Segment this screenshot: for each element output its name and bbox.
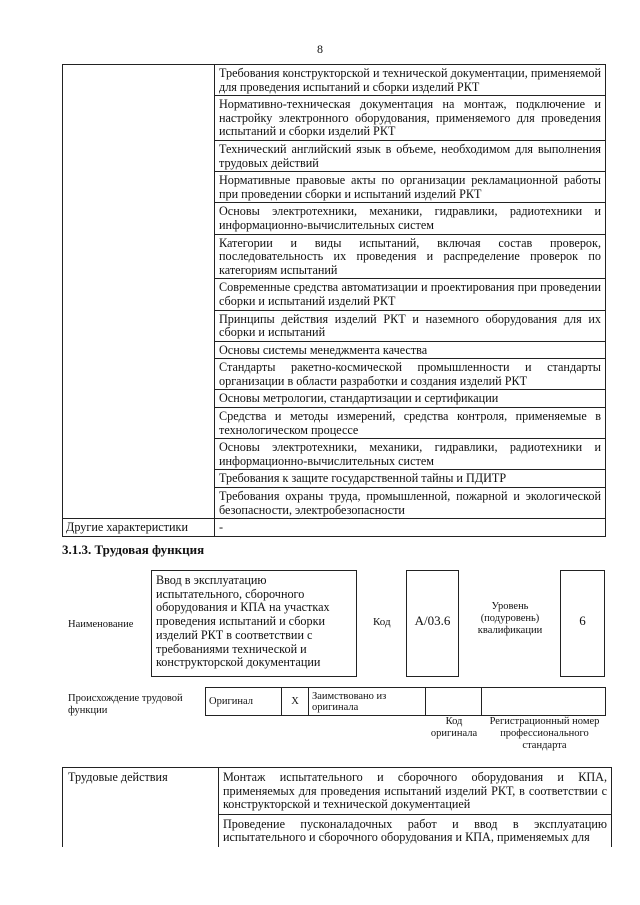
knowledge-item: Принципы действия изделий РКТ и наземного оборудования для их сборки и испытаний bbox=[215, 310, 606, 341]
knowledge-item: Требования охраны труда, промышленной, пожарной и экологической безопасности, электробезопасности bbox=[215, 488, 606, 519]
qualification-level-label: Уровень (подуровень) квалификации bbox=[477, 601, 543, 636]
knowledge-item: Основы системы менеджмента качества bbox=[215, 341, 606, 359]
table-row bbox=[206, 688, 606, 716]
knowledge-item: Нормативные правовые акты по организации рекламационной работы при проведении сборки и испытаний изделий РКТ bbox=[215, 172, 606, 203]
code-original-caption: Код оригинала bbox=[430, 716, 478, 739]
other-characteristics-label: Другие характеристики bbox=[63, 519, 215, 537]
table-row bbox=[63, 65, 606, 96]
action-item: Монтаж испытательного и сборочного оборудования и КПА, применяемых для проведения испытаний изделий РКТ, в соответствии с конструкторской и технической документацией bbox=[219, 768, 612, 815]
knowledge-item: Категории и виды испытаний, включая состав проверок, последовательность их проведения и распределение проверок по категориям испытаний bbox=[215, 234, 606, 279]
knowledge-item: Основы электротехники, механики, гидравлики, радиотехники и информационно-вычислительных систем bbox=[215, 203, 606, 234]
knowledge-item: Основы электротехники, механики, гидравлики, радиотехники и информационно-вычислительных систем bbox=[215, 439, 606, 470]
knowledge-item: Средства и методы измерений, средства контроля, применяемые в технологическом процессе bbox=[215, 408, 606, 439]
function-name-label: Наименование bbox=[68, 619, 134, 630]
qualification-level-value: 6 bbox=[560, 570, 605, 677]
knowledge-item: Технический английский язык в объеме, необходимом для выполнения трудовых действий bbox=[215, 140, 606, 171]
knowledge-item: Требования к защите государственной тайны и ПДИТР bbox=[215, 470, 606, 488]
knowledge-item: Современные средства автоматизации и проектирования при проведении сборки и испытаний изделий РКТ bbox=[215, 279, 606, 310]
knowledge-item: Стандарты ракетно-космической промышленности и стандарты организации в области разработки и создания изделий РКТ bbox=[215, 359, 606, 390]
origin-reg-number-cell bbox=[482, 688, 606, 716]
knowledge-table bbox=[62, 64, 606, 537]
function-code-value: А/03.6 bbox=[406, 570, 459, 677]
origin-original: Оригинал bbox=[206, 688, 282, 716]
origin-table bbox=[205, 687, 606, 716]
actions-label: Трудовые действия bbox=[63, 768, 219, 847]
table-row bbox=[63, 519, 606, 537]
origin-borrowed: Заимствовано из оригинала bbox=[309, 688, 426, 716]
section-title: 3.1.3. Трудовая функция bbox=[62, 542, 205, 557]
knowledge-label-cell bbox=[63, 65, 215, 519]
table-row bbox=[63, 768, 612, 815]
origin-label: Происхождение трудовой функции bbox=[68, 693, 183, 716]
knowledge-item: Основы метрологии, стандартизации и сертификации bbox=[215, 390, 606, 408]
page-number: 8 bbox=[317, 42, 323, 56]
function-code-label: Код bbox=[373, 616, 391, 628]
origin-mark: X bbox=[282, 688, 309, 716]
action-item: Проведение пусконаладочных работ и ввод в эксплуатацию испытательного и сборочного оборудования и КПА, применяемых для bbox=[219, 814, 612, 847]
origin-code-cell bbox=[426, 688, 482, 716]
knowledge-item: Требования конструкторской и технической документации, применяемой для проведения испытаний и сборки изделий РКТ bbox=[215, 65, 606, 96]
function-name-value: Ввод в эксплуатацию испытательного, сборочного оборудования и КПА на участках проведения испытаний и сборки изделий РКТ в соответствии с требованиями технической и конструкторской документации bbox=[151, 570, 357, 677]
knowledge-item: Нормативно-техническая документация на монтаж, подключение и настройку электронного оборудования, применяемого для проведения испытаний и сборки изделий РКТ bbox=[215, 96, 606, 141]
reg-number-caption: Регистрационный номер профессионального стандарта bbox=[489, 716, 600, 751]
actions-table bbox=[62, 767, 612, 847]
other-characteristics-value: - bbox=[215, 519, 606, 537]
